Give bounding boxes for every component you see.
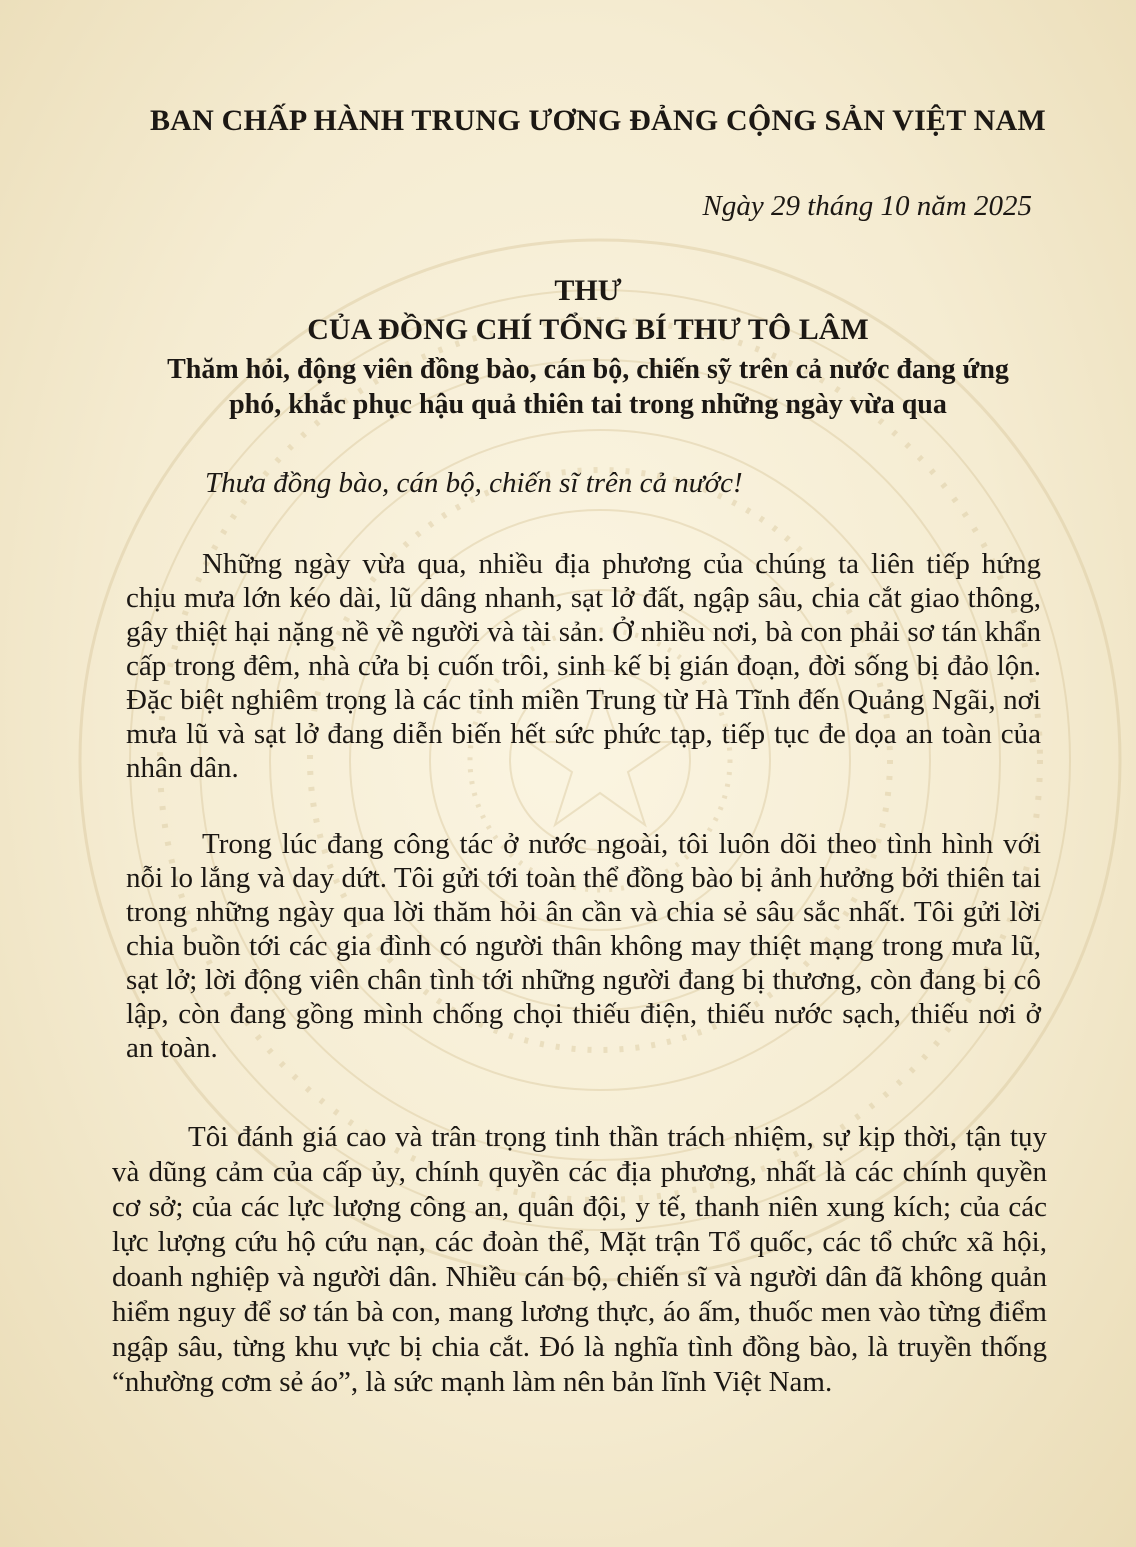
letter-greeting: Thưa đồng bào, cán bộ, chiến sĩ trên cả nước! [205,467,743,499]
letter-date: Ngày 29 tháng 10 năm 2025 [702,190,1032,222]
body-paragraph-2: Trong lúc đang công tác ở nước ngoài, tôi luôn dõi theo tình hình với nỗi lo lắng và day dứt. Tôi gửi tới toàn thể đồng bào bị ảnh hưởng bởi thiên tai trong những ngày qua lời thăm hỏi ân cần và chia sẻ sâu sắc nhất. Tôi gửi lời chia buồn tới các gia đình có người thân không may thiệt mạng trong mưa lũ, sạt lở; lời động viên chân tình tới những người đang bị thương, còn đang bị cô lập, còn đang gồng mình chống chọi thiếu điện, thiếu nước sạch, thiếu nơi ở an toàn. [126,828,1041,1064]
body-paragraph-3: Tôi đánh giá cao và trân trọng tinh thần trách nhiệm, sự kịp thời, tận tụy và dũng cảm của cấp ủy, chính quyền các địa phương, nhất là các chính quyền cơ sở; của các lực lượng công an, quân đội, y tế, thanh niên xung kích; của các lực lượng cứu hộ cứu nạn, các đoàn thể, Mặt trận Tổ quốc, các tổ chức xã hội, doanh nghiệp và người dân. Nhiều cán bộ, chiến sĩ và người dân đã không quản hiểm nguy để sơ tán bà con, mang lương thực, áo ấm, thuốc men vào từng điểm ngập sâu, từng khu vực bị chia cắt. Đó là nghĩa tình đồng bào, là truyền thống “nhường cơm sẻ áo”, là sức mạnh làm nên bản lĩnh Việt Nam. [112,1121,1047,1398]
body-paragraph-1: Những ngày vừa qua, nhiều địa phương của chúng ta liên tiếp hứng chịu mưa lớn kéo dài, lũ dâng nhanh, sạt lở đất, ngập sâu, chia cắt giao thông, gây thiệt hại nặng nề về người và tài sản. Ở nhiều nơi, bà con phải sơ tán khẩn cấp trong đêm, nhà cửa bị cuốn trôi, sinh kế bị gián đoạn, đời sống bị đảo lộn. Đặc biệt nghiêm trọng là các tỉnh miền Trung từ Hà Tĩnh đến Quảng Ngãi, nơi mưa lũ và sạt lở đang diễn biến hết sức phức tạp, tiếp tục đe dọa an toàn của nhân dân. [126,548,1041,784]
letter-description-line-2: phó, khắc phục hậu quả thiên tai trong những ngày vừa qua [229,389,947,420]
letter-title: THƯ [554,274,622,307]
letter-description-line-1: Thăm hỏi, động viên đồng bào, cán bộ, chiến sỹ trên cả nước đang ứng [167,354,1009,385]
organization-header: BAN CHẤP HÀNH TRUNG ƯƠNG ĐẢNG CỘNG SẢN VIỆT NAM [150,104,1046,137]
letter-subtitle: CỦA ĐỒNG CHÍ TỔNG BÍ THƯ TÔ LÂM [307,313,869,346]
